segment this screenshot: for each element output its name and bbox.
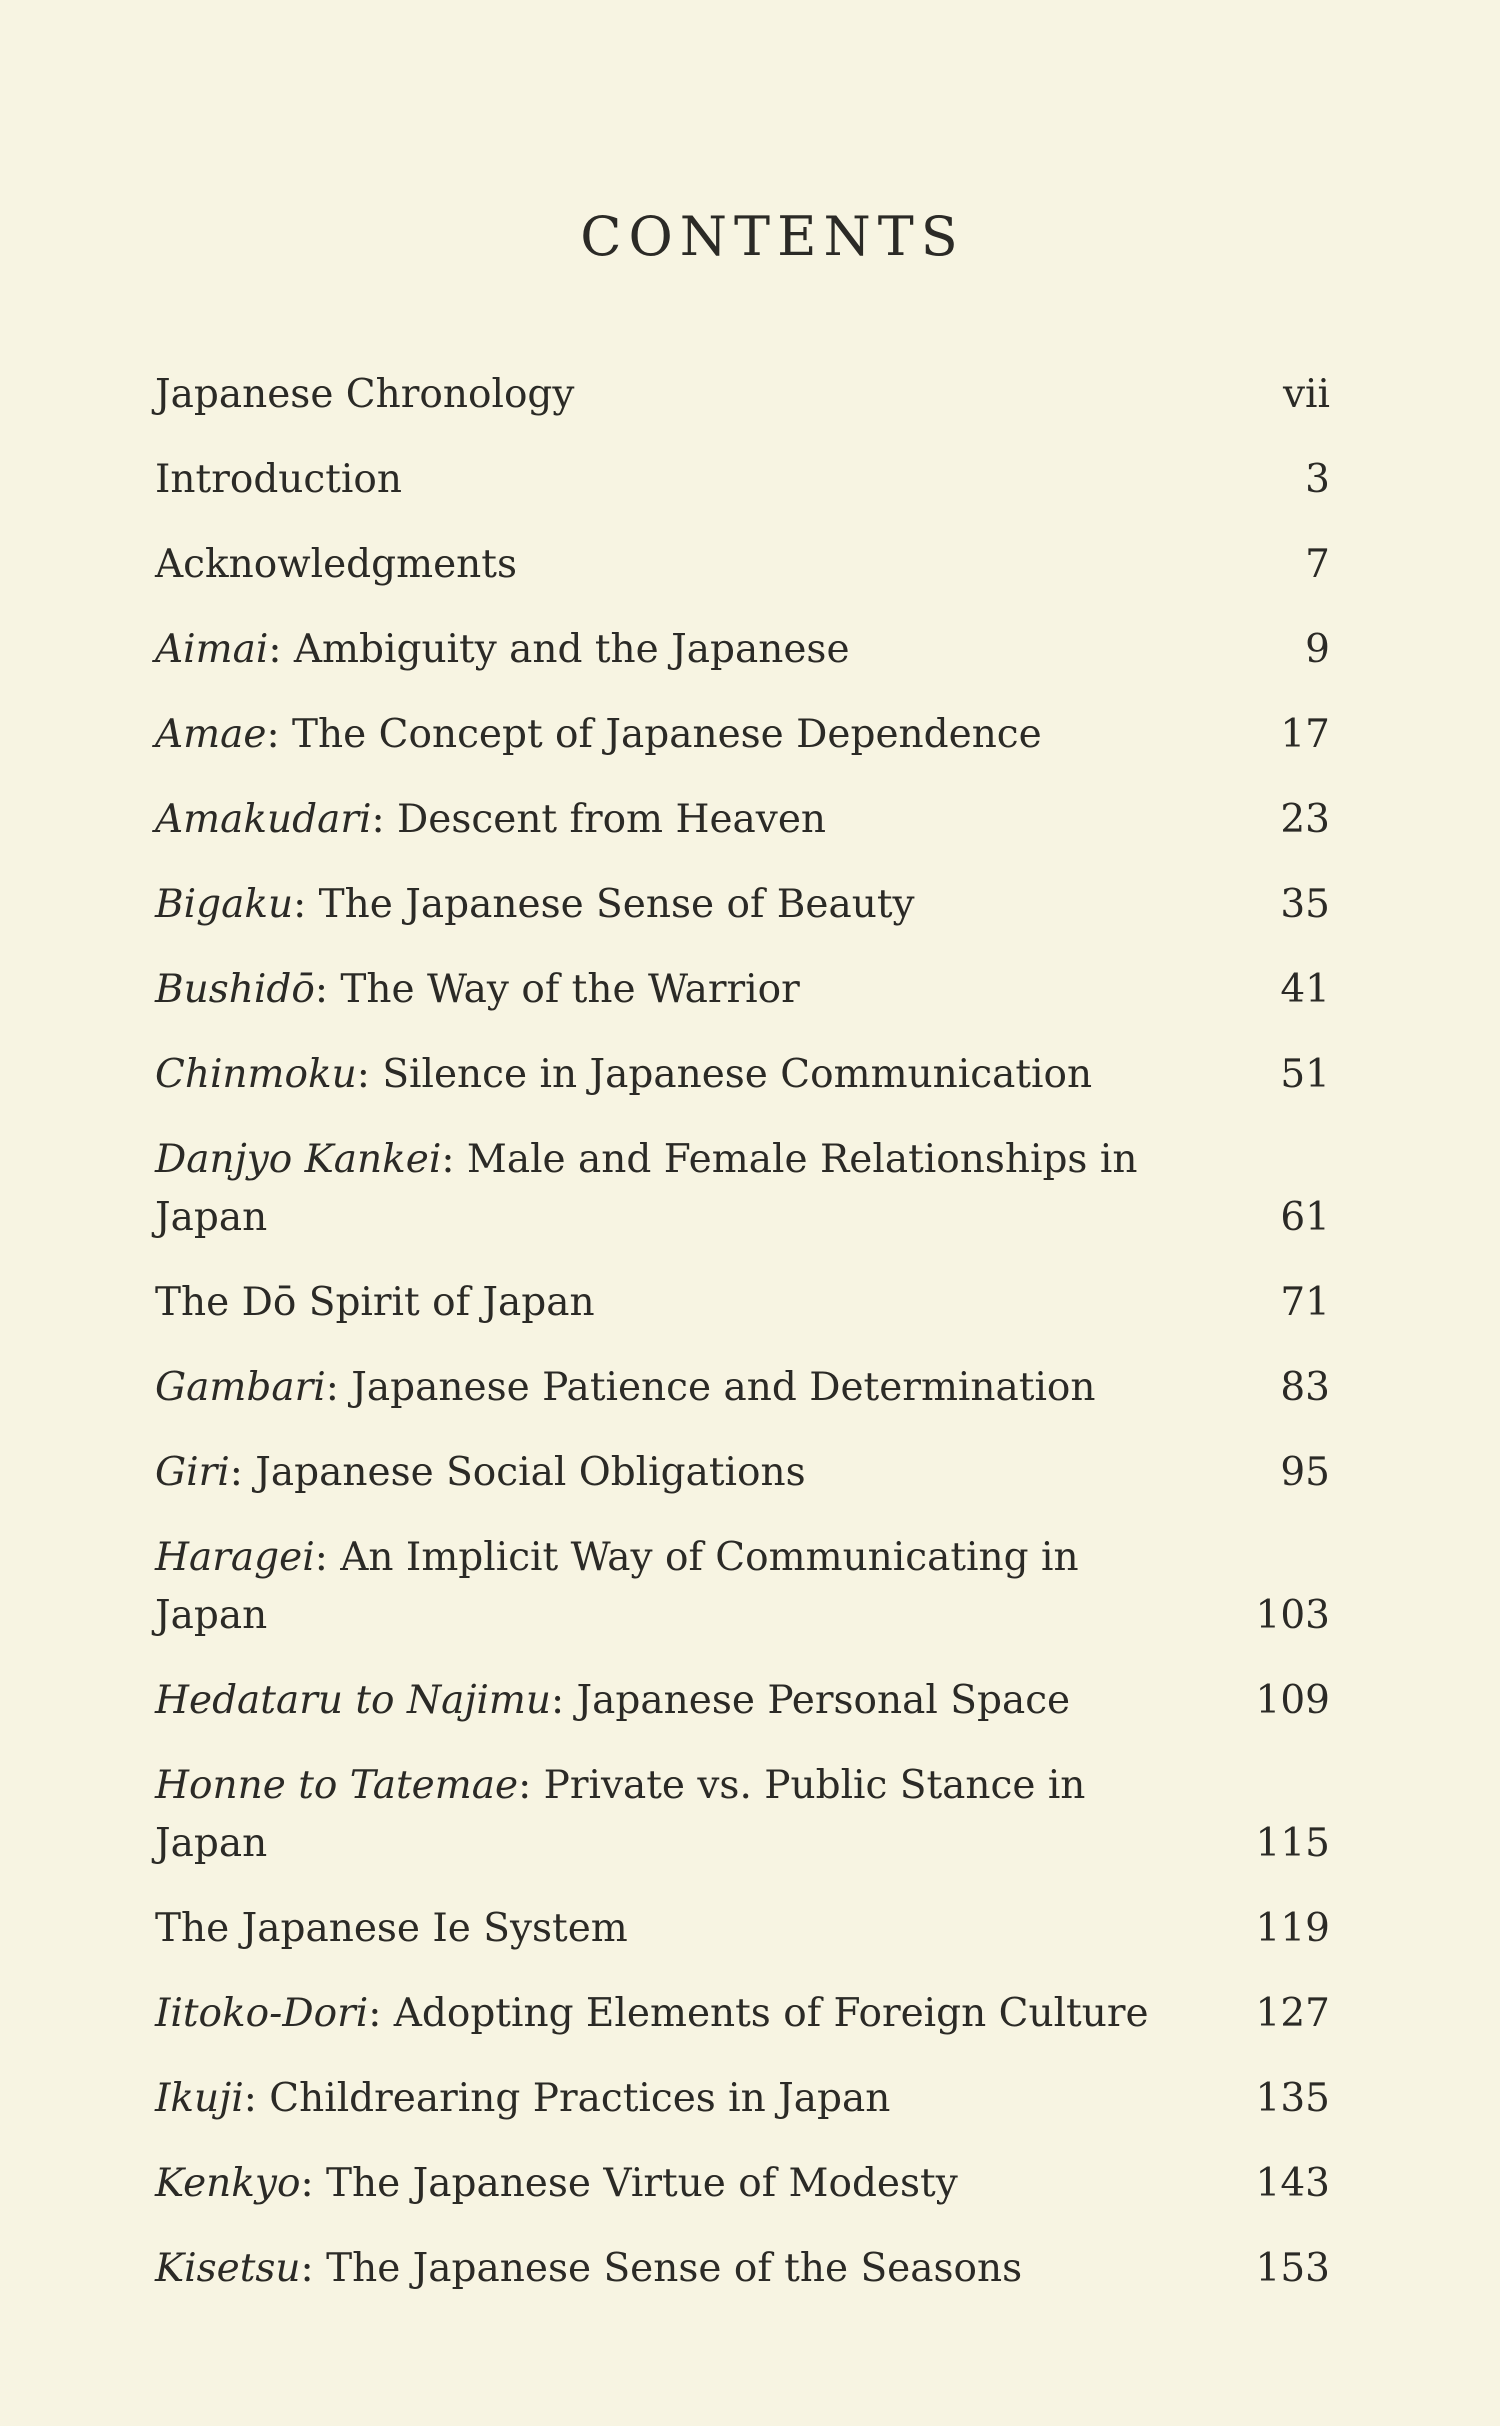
toc-entry <box>155 706 1330 764</box>
toc-entry <box>155 1444 1330 1502</box>
entry-separator: : <box>518 1763 544 1808</box>
entry-separator: : <box>300 2161 326 2206</box>
toc-entry <box>155 451 1330 509</box>
entry-term: Amakudari <box>155 797 372 842</box>
entry-title: Descent from Heaven <box>397 797 827 842</box>
entry-title: The Dō Spirit of Japan <box>155 1280 595 1325</box>
toc-entry <box>155 1274 1330 1332</box>
entry-title: An Implicit Way of Communicating in Japan <box>155 1535 1079 1638</box>
entry-separator: : <box>314 1535 341 1580</box>
entry-title: Private vs. Public Stance in Japan <box>155 1763 1086 1866</box>
entry-title: Japanese Patience and Determination <box>351 1365 1096 1410</box>
toc-entry <box>155 1757 1330 1873</box>
entry-separator: : <box>550 1678 577 1723</box>
entry-page-number: 3 <box>1305 457 1330 502</box>
toc-entry <box>155 1359 1330 1417</box>
entry-term: Bushidō <box>155 967 315 1012</box>
entry-page-number: 109 <box>1255 1678 1330 1723</box>
entry-term: Ikuji <box>155 2076 244 2121</box>
entry-term: Hedataru to Najimu <box>155 1678 551 1723</box>
entry-term: Amae <box>155 712 267 757</box>
entry-page-number: 71 <box>1280 1280 1330 1325</box>
toc-entry <box>155 2070 1330 2128</box>
entry-title: Silence in Japanese Communication <box>382 1052 1093 1097</box>
entry-term: Iitoko-Dori <box>155 1991 369 2036</box>
toc-entry <box>155 536 1330 594</box>
entry-title: Acknowledgments <box>155 542 517 587</box>
entry-page-number: 103 <box>1255 1593 1330 1638</box>
entry-title: The Japanese Ie System <box>155 1906 628 1951</box>
toc-entry <box>155 2240 1330 2298</box>
entry-title: Japanese Personal Space <box>576 1678 1071 1723</box>
entry-term: Bigaku <box>155 882 294 927</box>
entry-term: Kenkyo <box>155 2161 301 2206</box>
entry-separator: : <box>371 797 398 842</box>
toc-entry <box>155 366 1330 424</box>
toc-entry <box>155 1985 1330 2043</box>
entry-separator: : <box>441 1137 467 1182</box>
toc-entry <box>155 2155 1330 2213</box>
toc-entry <box>155 1672 1330 1730</box>
entry-title: Childrearing Practices in Japan <box>269 2076 891 2121</box>
entry-separator: : <box>268 627 294 672</box>
entry-page-number: 83 <box>1280 1365 1330 1410</box>
entry-term: Haragei <box>155 1535 315 1580</box>
entry-page-number: 127 <box>1255 1991 1330 2036</box>
entry-title: Introduction <box>155 457 402 502</box>
table-of-contents <box>155 366 1330 2325</box>
entry-term: Gambari <box>155 1365 326 1410</box>
entry-title: Ambiguity and the Japanese <box>293 627 850 672</box>
entry-title: The Japanese Virtue of Modesty <box>325 2161 958 2206</box>
entry-title: The Japanese Sense of Beauty <box>318 882 915 927</box>
entry-separator: : <box>229 1450 256 1495</box>
entry-page-number: 17 <box>1280 712 1330 757</box>
toc-entry <box>155 876 1330 934</box>
entry-page-number: 135 <box>1255 2076 1330 2121</box>
entry-separator: : <box>368 1991 394 2036</box>
entry-term: Kisetsu <box>155 2246 301 2291</box>
entry-page-number: 115 <box>1255 1821 1330 1866</box>
entry-page-number: 153 <box>1255 2246 1330 2291</box>
entry-separator: : <box>266 712 293 757</box>
entry-term: Aimai <box>155 627 269 672</box>
entry-page-number: vii <box>1283 372 1330 417</box>
entry-page-number: 7 <box>1305 542 1330 587</box>
entry-title: The Japanese Sense of the Seasons <box>326 2246 1023 2291</box>
page-title: CONTENTS <box>580 205 965 268</box>
entry-page-number: 95 <box>1280 1450 1330 1495</box>
entry-title: The Way of the Warrior <box>340 967 800 1012</box>
toc-entry <box>155 1131 1330 1247</box>
entry-separator: : <box>314 967 341 1012</box>
entry-separator: : <box>243 2076 270 2121</box>
entry-page-number: 9 <box>1305 627 1330 672</box>
entry-page-number: 35 <box>1280 882 1330 927</box>
entry-title: Adopting Elements of Foreign Culture <box>393 1991 1149 2036</box>
entry-term: Giri <box>155 1450 230 1495</box>
toc-entry <box>155 621 1330 679</box>
entry-separator: : <box>325 1365 352 1410</box>
toc-entry <box>155 1900 1330 1958</box>
entry-page-number: 61 <box>1280 1195 1330 1240</box>
entry-term: Honne to Tatemae <box>155 1763 519 1808</box>
entry-page-number: 143 <box>1255 2161 1330 2206</box>
toc-entry <box>155 961 1330 1019</box>
toc-entry <box>155 1046 1330 1104</box>
entry-page-number: 119 <box>1255 1906 1330 1951</box>
entry-title: Japanese Chronology <box>155 372 575 417</box>
entry-page-number: 51 <box>1280 1052 1330 1097</box>
entry-separator: : <box>293 882 319 927</box>
entry-separator: : <box>356 1052 383 1097</box>
entry-separator: : <box>300 2246 327 2291</box>
entry-title: Japanese Social Obligations <box>255 1450 806 1495</box>
toc-entry <box>155 791 1330 849</box>
entry-title: The Concept of Japanese Dependence <box>292 712 1042 757</box>
entry-title: Male and Female Relationships in Japan <box>155 1137 1138 1240</box>
entry-term: Chinmoku <box>155 1052 357 1097</box>
entry-page-number: 23 <box>1280 797 1330 842</box>
entry-term: Danjyo Kankei <box>155 1137 442 1182</box>
entry-page-number: 41 <box>1280 967 1330 1012</box>
toc-entry <box>155 1529 1330 1645</box>
